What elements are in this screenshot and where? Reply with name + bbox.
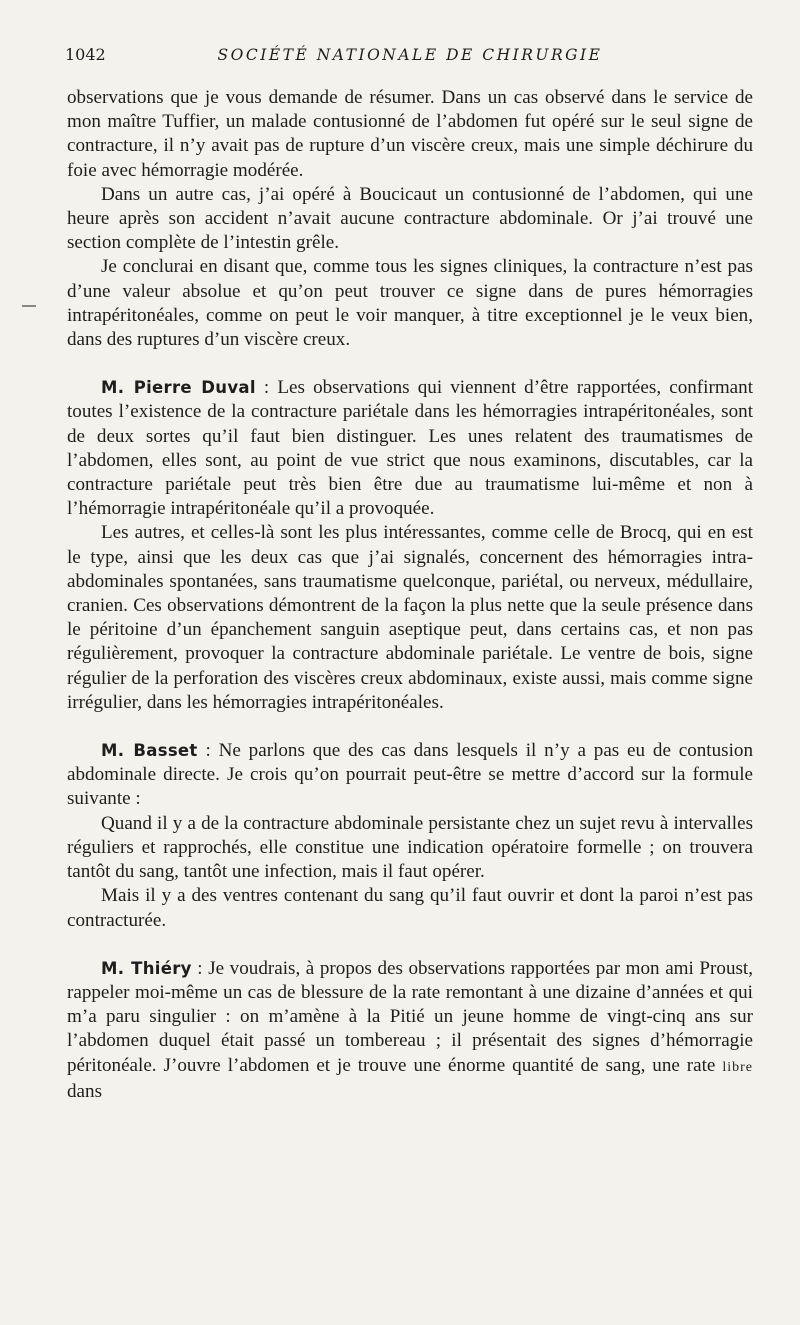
paragraph-5: Les autres, et celles-là sont les plus intéressantes, comme celle de Brocq, qui en est le type, ainsi que les deux cas que j’ai signalés, concernent des hémorragies intra-abdominales spontanées, sans traumatisme quelconque, pariétal, ou nerveux, médullaire, cranien. Ces observations démontrent de la façon la plus nette que la seule présence dans le péritoine d’un épanchement sanguin aseptique peut, dans certains cas, et non pas régulièrement, provoquer la contracture abdominale pariétale. Le ventre de bois, signe régulier de la perforation des viscères creux abdominaux, existe aussi, mais comme signe irrégulier, dans les hémorragies intrapéritonéales. bbox=[67, 522, 753, 713]
paragraph-3: Je conclurai en disant que, comme tous les signes cliniques, la contracture n’est pas d’une valeur absolue et qu’on peut trouver ce signe dans de pures hémorragies intrapéritonéales, comme on peut le voir manquer, à titre exceptionnel je le veux bien, dans des ruptures d’un viscère creux. bbox=[67, 256, 753, 351]
speech-text: : Je voudrais, à propos des observations rapportées par mon ami Proust, rappeler moi-même un cas de blessure de la rate remontant à une dizaine d’années et qui m’a paru singulier : on m’amène à la Pitié un jeune homme de vingt-cinq ans sur l’abdomen duquel était passé un tombereau ; il présentait des signes d’hémorragie péritonéale. J’ouvre l’abdomen et je trouve une énorme quantité de sang, une rate bbox=[67, 957, 754, 1076]
running-title: SOCIÉTÉ NATIONALE DE CHIRURGIE bbox=[217, 46, 603, 64]
speech-pierre-duval bbox=[67, 376, 753, 521]
paragraph-7: Quand il y a de la contracture abdominale persistante chez un sujet revu à intervalles réguliers et rapprochés, elle constitue une indication opératoire formelle ; on trouvera tantôt du sang, tantôt une infection, mais il faut opérer. bbox=[67, 812, 753, 883]
paragraph-8: Mais il y a des ventres contenant du sang qu’il faut ouvrir et dont la paroi n’est pas contracturée. bbox=[67, 885, 753, 931]
paragraph-1-continuation: observations que je vous demande de résumer. Dans un cas observé dans le service de mon maître Tuffier, un malade contusionné de l’abdomen fut opéré sur le seul signe de contracture, il n’y avait pas de rupture d’un viscère creux, mais une simple déchirure du foie avec hémorragie modérée. bbox=[67, 87, 753, 181]
speaker-name: M. Thiéry bbox=[101, 958, 192, 978]
speech-text: : Ne parlons que des cas dans lesquels il n’y a pas eu de contusion abdominale directe. Je crois qu’on pourrait peut-être se mettre d’accord sur la formule suivante : bbox=[67, 740, 753, 810]
margin-mark bbox=[22, 305, 36, 307]
speech-tail: dans bbox=[67, 1080, 102, 1102]
speech-basset bbox=[67, 739, 753, 812]
page-number: 1042 bbox=[65, 45, 106, 64]
document-page bbox=[67, 44, 753, 1104]
speaker-name: M. Basset bbox=[101, 741, 198, 761]
speech-text: : Les observations qui viennent d’être rapportées, confirmant toutes l’existence de la contracture pariétale dans les hémorragies intrapéritonéales, sont de deux sortes qu’il faut bien distinguer. Les unes relatent des traumatismes de l’abdomen, elles sont, au point de vue strict que nous examinons, discutables, car la contracture pariétale peut très bien être due au traumatisme lui-même et non à l’hémorragie intrapéritonéale qu’il a provoquée. bbox=[67, 377, 753, 520]
paragraph-2: Dans un autre cas, j’ai opéré à Boucicaut un contusionné de l’abdomen, qui une heure après son accident n’avait aucune contracture abdominale. Or j’ai trouvé une section complète de l’intestin grêle. bbox=[67, 183, 753, 254]
body-text bbox=[67, 86, 753, 1104]
speech-thiery bbox=[67, 957, 753, 1104]
emphasis-word: libre bbox=[722, 1059, 753, 1075]
running-head bbox=[67, 44, 753, 66]
speaker-name: M. Pierre Duval bbox=[101, 378, 256, 398]
